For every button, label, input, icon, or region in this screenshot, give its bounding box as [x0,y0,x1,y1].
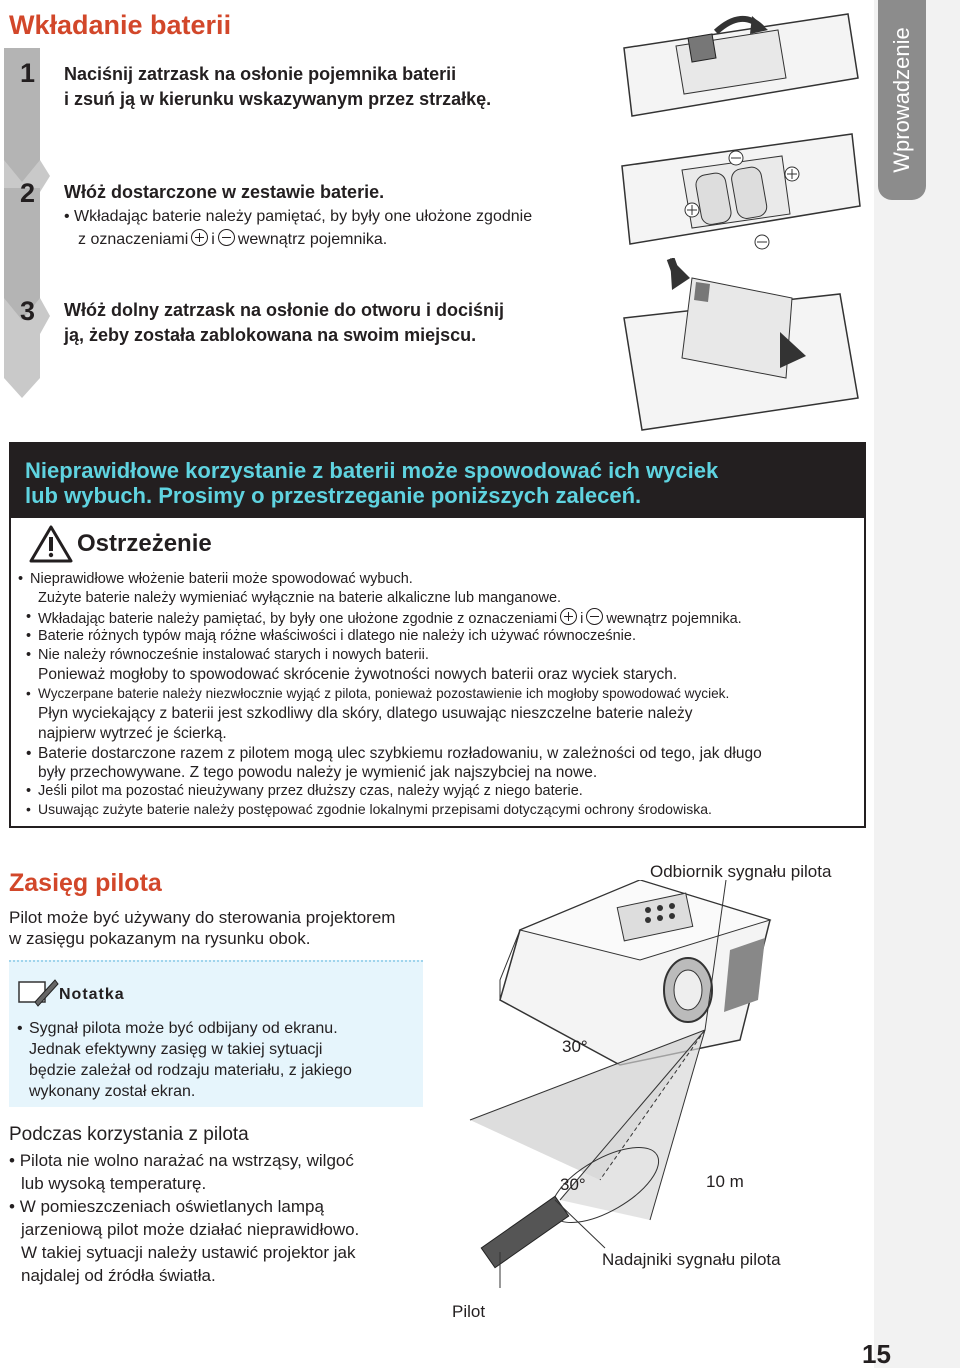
warning-line: najpierw wytrzeć je ścierką. [38,725,227,742]
warning-line: • Baterie różnych typów mają różne właściwości i dlatego nie należy ich używać równocześnie. [38,627,636,646]
step-1-number: 1 [20,58,36,88]
remote-close-cover-illustration [612,258,868,438]
usage-text: • Pilota nie wolno narażać na wstrząsy, wilgoć lub wysoką temperaturę. • W pomieszczeniach oświetlanych lampą jarzeniową pilot może działać nieprawidłowo. W takiej sytuacji należy ustawić projektor jak najdalej od źródła światła. [9,1151,360,1285]
remote-open-cover-illustration [612,8,868,120]
warning-line: Zużyte baterie należy wymieniać wyłącznie na baterie alkaliczne lub manganowe. [38,590,562,606]
warning-line: były przechowywane. Z tego powodu należy je wymienić jak najszybciej na nowe. [38,764,598,781]
page-title: Wkładanie baterii [9,10,232,40]
warning-line: • Wyczerpane baterie należy niezwłocznie wyjąć z pilota, ponieważ pozostawienie ich mogłoby spowodować wyciek. [38,684,729,703]
warning-header: Nieprawidłowe korzystanie z baterii może spowodować ich wyciek lub wybuch. Prosimy o przestrzeganie poniższych zaleceń. [11,444,864,518]
warning-line: • Nie należy równocześnie instalować starych i nowych baterii. [38,646,429,665]
remote-batteries-illustration [612,126,868,254]
warning-line: • Nieprawidłowe włożenie baterii może spowodować wybuch. [30,570,413,589]
angle-label-top: 30° [562,1037,588,1056]
plus-icon [560,608,577,625]
step-3-number: 3 [20,296,36,326]
section-heading: Zasięg pilota [9,869,162,897]
side-panel [874,0,960,1368]
minus-icon [218,229,235,246]
warning-line: • Baterie dostarczone razem z pilotem mogą ulec szybkiemu rozładowaniu, w zależności od tego, jak długo [38,744,762,763]
receiver-label: Odbiornik sygnału pilota [650,862,832,881]
step-3-text: Włóż dolny zatrzask na osłonie do otworu i dociśnij ją, żeby została zablokowana na swoim miejscu. [64,300,505,345]
remote-range-diagram [440,880,870,1300]
minus-icon [586,608,603,625]
range-intro: Pilot może być używany do sterowania projektorem w zasięgu pokazanym na rysunku obok. [9,908,396,948]
page-number: 15 [862,1339,891,1369]
warning-line: Płyn wyciekający z baterii jest szkodliwy dla skóry, dlatego usuwając nieszczelne baterie należy [38,705,693,722]
pencil-note-icon [17,976,59,1010]
step-2-number: 2 [20,178,36,208]
angle-label-bottom: 30° [560,1175,586,1194]
warning-line: • Usuwając zużyte baterie należy postępować zgodnie lokalnymi przepisami dotyczącymi ochrony środowiska. [38,800,712,819]
usage-heading: Podczas korzystania z pilota [9,1124,249,1145]
caution-title: Ostrzeżenie [77,530,212,557]
note-text: • Sygnał pilota może być odbijany od ekranu. Jednak efektywny zasięg w takiej sytuacji będzie zależał od rodzaju materiału, z jakiego wykonany został ekran. [17,1020,352,1100]
step-2-bullet: • Wkładając baterie należy pamiętać, by były one ułożone zgodnie z oznaczeniami i wewnątrz pojemnika. [64,208,533,248]
remote-label: Pilot [452,1302,486,1321]
steps-ribbon [0,48,56,400]
warning-triangle-icon [29,524,73,564]
plus-icon [191,229,208,246]
distance-label: 10 m [706,1172,744,1191]
step-1-text: Naciśnij zatrzask na osłonie pojemnika baterii i zsuń ją w kierunku wskazywanym przez strzałkę. [64,64,492,109]
section-tab-label: Wprowadzenie [889,27,915,173]
warning-line: • Jeśli pilot ma pozostać nieużywany przez dłuższy czas, należy wyjąć z niego baterie. [38,782,583,801]
step-2-text: Włóż dostarczone w zestawie baterie. [64,182,385,202]
warning-line: Ponieważ mogłoby to spowodować skrócenie żywotności nowych baterii oraz wyciek starych. [38,666,678,683]
note-box [9,960,423,1107]
note-title: Notatka [59,986,125,1003]
emitter-label: Nadajniki sygnału pilota [602,1250,781,1269]
warning-line-polarity: • Wkładając baterie należy pamiętać, by były one ułożone zgodnie z oznaczeniami i wewnątrz pojemnika. [38,608,742,629]
